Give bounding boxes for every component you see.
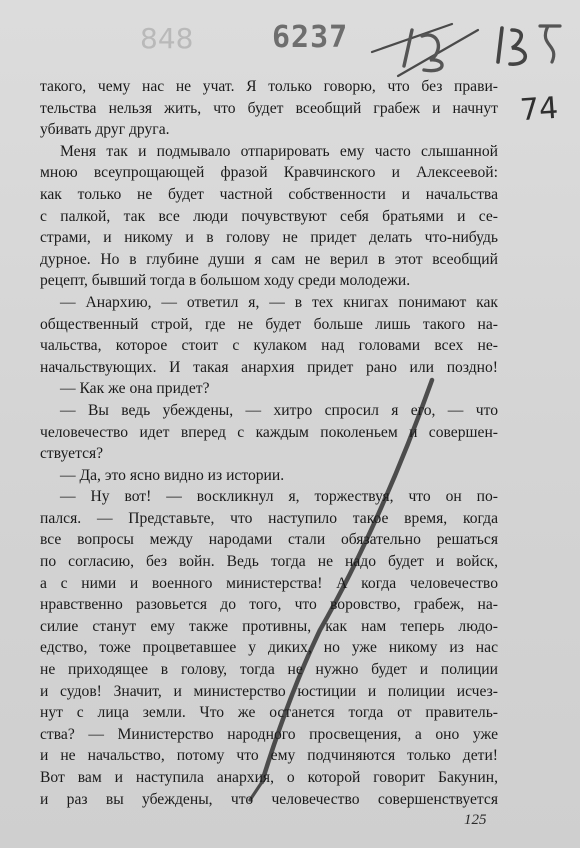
text-line: начальствующих. И такая анархия придет рано или поздно! xyxy=(40,358,498,376)
text-line: не приходящее в голову, тогда не нужно будет и полиции xyxy=(40,661,498,679)
text-line: едство, тоже процветавшее у диких, но уже никому из нас xyxy=(40,639,498,657)
text-line: — Да, это ясно видно из истории. xyxy=(60,466,285,484)
text-line: как только не будет частной собственности и начальства xyxy=(40,185,498,203)
text-body xyxy=(40,76,498,810)
text-line: страми, и никому и в голову не придет делать что-нибудь xyxy=(40,229,498,247)
text-line: рецепт, бывший тогда в большом ходу среди молодежи. xyxy=(40,272,411,290)
text-line: Меня так и подмывало отпарировать ему часто слышанной xyxy=(60,142,498,160)
text-line: — Как же она придет? xyxy=(60,380,210,398)
text-line: нравственно разовьется до того, что воровство, грабеж, на- xyxy=(40,596,498,614)
text-line: мною всеупрощающей фразой Кравчинского и Алексеевой: xyxy=(40,164,498,182)
text-line: пался. — Представьте, что наступило такое время, когда xyxy=(40,509,498,527)
text-line: и раз вы убеждены, что человечество совершенствуется xyxy=(40,790,498,808)
text-line: — Анархию, — ответил я, — в тех книгах понимают как xyxy=(60,293,498,311)
text-line: и судов! Значит, и министерство юстиции и полиции исчез- xyxy=(40,682,498,700)
text-line: Вот вам и наступила анархия, о которой говорит Бакунин, xyxy=(40,769,498,786)
text-line: по согласию, без войн. Ведь тогда не надо будет и войск, xyxy=(40,553,498,571)
text-line: тельства нельзя жить, что будет всеобщий грабеж и начнут xyxy=(40,99,498,117)
text-line: — Вы ведь убеждены, — хитро спросил я его, — что xyxy=(60,401,498,419)
catalog-number-stamp: 6237 xyxy=(272,20,349,55)
text-line: чальства, которое стоит с кулаком над головами всех не- xyxy=(40,337,498,355)
text-line: ства? — Министерство народного просвещения, а оно уже xyxy=(40,725,498,743)
text-line: нут с лица земли. Что же останется тогда от правитель- xyxy=(40,704,498,722)
text-line: такого, чему нас не учат. Я только говорю, что без прави- xyxy=(40,78,498,95)
text-line: человечество идет вперед с каждым поколеньем и совершен- xyxy=(40,423,498,441)
page-number: 125 xyxy=(464,812,487,828)
text-line: а с ними и военного министерства! А когда человечество xyxy=(40,574,498,592)
text-line: ствуется? xyxy=(40,445,104,463)
faint-stamp-number: 848 xyxy=(140,22,194,55)
text-line: силие станут ему также противны, как нам теперь людо- xyxy=(40,617,498,635)
text-line: и не начальство, потому что ему подчиняются только дети! xyxy=(40,747,498,765)
text-line: с палкой, так все люди почувствуют себя братьями и се- xyxy=(40,207,498,225)
text-line: общественный строй, где не будет больше лишь такого на- xyxy=(40,315,498,333)
text-line: — Ну вот! — воскликнул я, торжествуя, что он по- xyxy=(60,488,498,506)
text-line: дурное. Но в глубине души я сам не верил в этот всеобщий xyxy=(40,250,498,268)
margin-note: 74 xyxy=(518,90,560,129)
text-line: убивать друг друга. xyxy=(40,121,170,139)
text-line: все вопросы между народами стали обязательно решаться xyxy=(40,531,498,549)
